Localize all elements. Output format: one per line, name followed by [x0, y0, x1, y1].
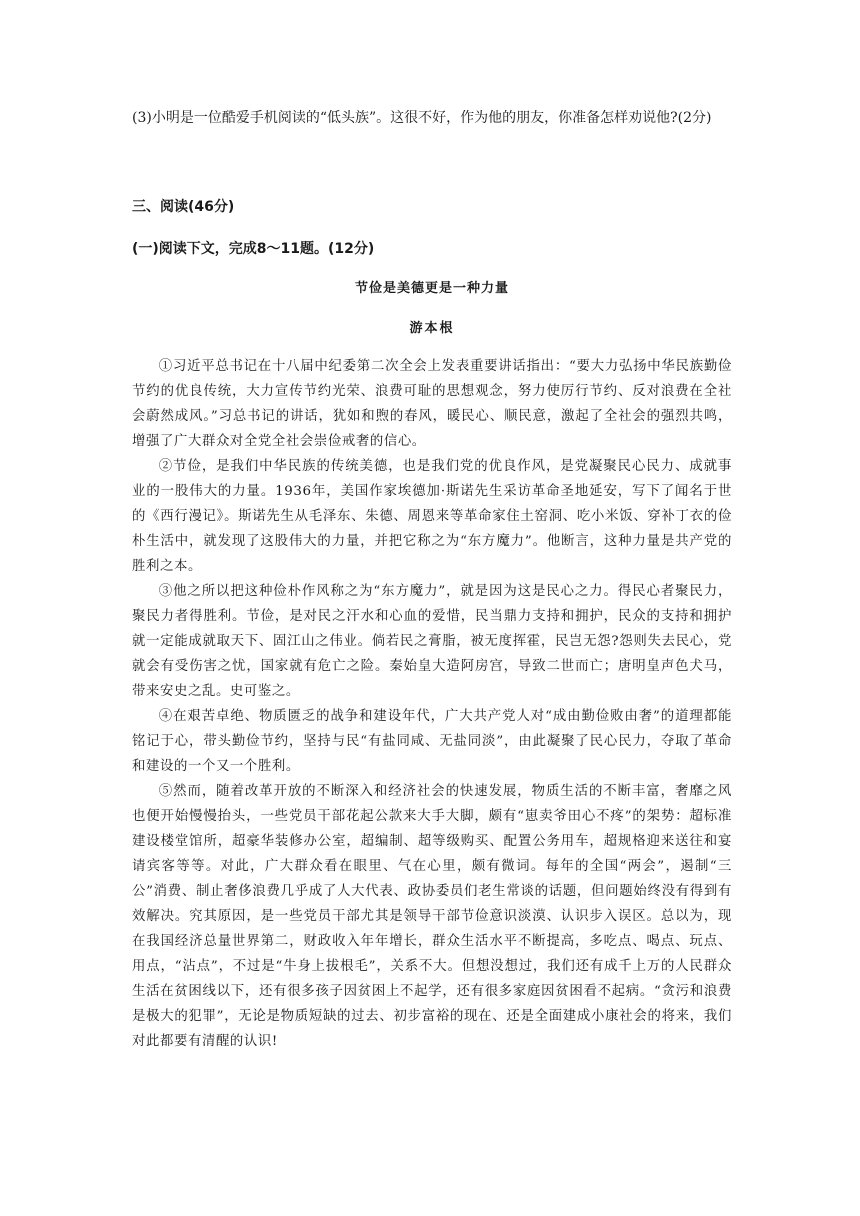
- paragraph-5: ⑤然而，随着改革开放的不断深入和经济社会的快速发展，物质生活的不断丰富，奢靡之风也便开始慢慢抬头，一些党员干部花起公款来大手大脚，颇有“崽卖爷田心不疼”的架势：超标准建设楼堂馆所，超豪华装修办公室，超编制、超等级购买、配置公务用车，超规格迎来送往和宴请宾客等等。对此，广大群众看在眼里、气在心里，颇有微词。每年的全国“两会”，遏制“三公”消费、制止奢侈浪费几乎成了人大代表、政协委员们老生常谈的话题，但问题始终没有得到有效解决。究其原因，是一些党员干部尤其是领导干部节俭意识淡漠、认识步入误区。总以为，现在我国经济总量世界第二，财政收入年年增长，群众生活水平不断提高，多吃点、喝点、玩点、用点，“沾点”，不过是“牛身上拔根毛”，关系不大。但想没想过，我们还有成千上万的人民群众生活在贫困线以下，还有很多孩子因贫困上不起学，还有很多家庭因贫困看不起病。“贪污和浪费是极大的犯罪”，无论是物质短缺的过去、初步富裕的现在、还是全面建成小康社会的将来，我们对此都要有清醒的认识!: [132, 784, 732, 1049]
- document-page: [132, 104, 732, 1054]
- paragraph-3: ③他之所以把这种俭朴作风称之为“东方魔力”，就是因为这是民心之力。得民心者聚民力，聚民力者得胜利。节俭，是对民之汗水和心血的爱惜，民当鼎力支持和拥护，民众的支持和拥护就一定能成就取天下、固江山之伟业。倘若民之膏脂，被无度挥霍，民岂无怨?怨则失去民心，党就会有受伤害之忧，国家就有危亡之险。秦始皇大造阿房宫，导致二世而亡；唐明皇声色犬马，带来安史之乱。史可鉴之。: [132, 584, 732, 699]
- section-title: 三、阅读(46分): [132, 199, 235, 215]
- question-3: (3)小明是一位酷爱手机阅读的“低头族”。这很不好，作为他的朋友，你准备怎样劝说他?(2分): [132, 110, 712, 126]
- article-title: 节俭是美德更是一种力量: [354, 281, 509, 296]
- paragraph-2: ②节俭，是我们中华民族的传统美德，也是我们党的优良作风，是党凝聚民心民力、成就事业的一股伟大的力量。1936年，美国作家埃德加·斯诺先生采访革命圣地延安，写下了闻名于世的《西行漫记》。斯诺先生从毛泽东、朱德、周恩来等革命家住土窑洞、吃小米饭、穿补丁衣的俭朴生活中，就发现了这股伟大的力量，并把它称之为“东方魔力”。他断言，这种力量是共产党的胜利之本。: [132, 459, 732, 574]
- article-author: 游本根: [409, 321, 455, 336]
- subsection-title: (一)阅读下文，完成8～11题。(12分): [132, 241, 375, 257]
- article-body: [132, 354, 732, 1054]
- paragraph-1: ①习近平总书记在十八届中纪委第二次全会上发表重要讲话指出：“要大力弘扬中华民族勤俭节约的优良传统，大力宣传节约光荣、浪费可耻的思想观念，努力使厉行节约、反对浪费在全社会蔚然成风。”习总书记的讲话，犹如和煦的春风，暖民心、顺民意，激起了全社会的强烈共鸣，增强了广大群众对全党全社会崇俭戒奢的信心。: [132, 359, 732, 449]
- paragraph-4: ④在艰苦卓绝、物质匮乏的战争和建设年代，广大共产党人对“成由勤俭败由奢”的道理都能铭记于心，带头勤俭节约，坚持与民“有盐同咸、无盐同淡”，由此凝聚了民心民力，夺取了革命和建设的一个又一个胜利。: [132, 709, 732, 774]
